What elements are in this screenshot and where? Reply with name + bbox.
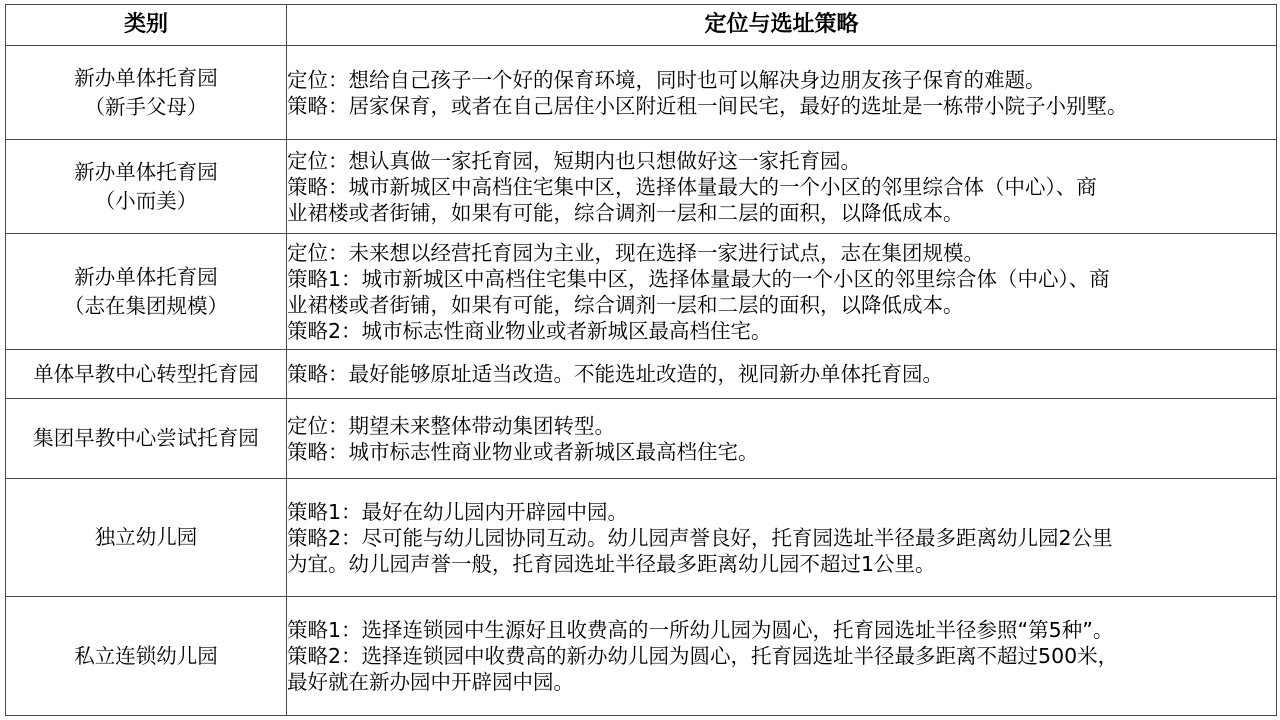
strategy-line: 策略：城市新城区中高档住宅集中区，选择体量最大的一个小区的邻里综合体（中心）、商 bbox=[287, 174, 1097, 199]
strategy-line: 策略2：选择连锁园中收费高的新办幼儿园为圆心，托育园选址半径最多距离不超过500米， bbox=[287, 644, 1119, 668]
strategy-cell bbox=[287, 597, 1277, 716]
category-cell bbox=[6, 479, 287, 597]
strategy-line: 策略2：尽可能与幼儿园协同互动。幼儿园声誉良好，托育园选址半径最多距离幼儿园2公里 bbox=[287, 525, 1113, 550]
strategy-line: 策略：最好能够原址适当改造。不能选址改造的，视同新办单体托育园。 bbox=[287, 362, 943, 386]
category-line: 新办单体托育园 bbox=[74, 65, 218, 90]
strategy-line: 业裙楼或者街铺，如果有可能，综合调剂一层和二层的面积，以降低成本。 bbox=[287, 200, 964, 225]
table-row bbox=[6, 46, 1277, 140]
strategy-line: 策略1：城市新城区中高档住宅集中区，选择体量最大的一个小区的邻里综合体（中心）、商 bbox=[287, 266, 1110, 291]
strategy-line: 定位：期望未来整体带动集团转型。 bbox=[287, 413, 615, 438]
strategy-line: 定位：未来想以经营托育园为主业，现在选择一家进行试点，志在集团规模。 bbox=[287, 240, 984, 265]
category-line: 独立幼儿园 bbox=[94, 525, 198, 549]
strategy-line: 策略：居家保育，或者在自己居住小区附近租一间民宅，最好的选址是一栋带小院子小别墅。 bbox=[287, 93, 1128, 118]
table-row bbox=[6, 399, 1277, 479]
category-line: 私立连锁幼儿园 bbox=[74, 643, 218, 668]
strategy-cell bbox=[287, 234, 1277, 350]
table-header-row bbox=[6, 5, 1277, 46]
strategy-line: 定位：想认真做一家托育园，短期内也只想做好这一家托育园。 bbox=[287, 148, 861, 173]
strategy-line: 策略2：城市标志性商业物业或者新城区最高档住宅。 bbox=[287, 318, 772, 343]
category-cell bbox=[6, 597, 287, 716]
table-row bbox=[6, 350, 1277, 399]
strategy-line: 定位：想给自己孩子一个好的保育环境，同时也可以解决身边朋友孩子保育的难题。 bbox=[287, 67, 1046, 92]
strategy-line: 为宜。幼儿园声誉一般，托育园选址半径最多距离幼儿园不超过1公里。 bbox=[287, 551, 936, 576]
category-cell bbox=[6, 350, 287, 399]
strategy-line: 策略1：最好在幼儿园内开辟园中园。 bbox=[287, 499, 629, 524]
category-line: （志在集团规模） bbox=[64, 293, 228, 318]
strategy-line: 策略1：选择连锁园中生源好且收费高的一所幼儿园为圆心，托育园选址半径参照“第5种”。 bbox=[287, 618, 1114, 642]
strategy-cell bbox=[287, 46, 1277, 140]
header-category: 类别 bbox=[6, 5, 287, 46]
header-strategy: 定位与选址策略 bbox=[287, 5, 1277, 46]
table-row bbox=[6, 234, 1277, 350]
category-cell bbox=[6, 399, 287, 479]
strategy-line: 策略：城市标志性商业物业或者新城区最高档住宅。 bbox=[287, 439, 759, 464]
category-line: （小而美） bbox=[94, 188, 198, 213]
category-cell bbox=[6, 46, 287, 140]
strategy-cell bbox=[287, 140, 1277, 234]
strategy-cell bbox=[287, 399, 1277, 479]
category-line: 新办单体托育园 bbox=[74, 159, 218, 184]
category-cell bbox=[6, 140, 287, 234]
strategy-table bbox=[5, 4, 1277, 716]
table-row bbox=[6, 597, 1277, 716]
category-line: 新办单体托育园 bbox=[74, 264, 218, 289]
table-row bbox=[6, 479, 1277, 597]
strategy-cell bbox=[287, 350, 1277, 399]
category-line: 单体早教中心转型托育园 bbox=[33, 361, 259, 386]
strategy-cell bbox=[287, 479, 1277, 597]
strategy-line: 业裙楼或者街铺，如果有可能，综合调剂一层和二层的面积，以降低成本。 bbox=[287, 292, 964, 317]
category-line: （新手父母） bbox=[84, 94, 208, 119]
table-body bbox=[6, 46, 1277, 716]
category-line: 集团早教中心尝试托育园 bbox=[33, 426, 259, 450]
strategy-line: 最好就在新办园中开辟园中园。 bbox=[287, 670, 574, 694]
table-row bbox=[6, 140, 1277, 234]
category-cell bbox=[6, 234, 287, 350]
